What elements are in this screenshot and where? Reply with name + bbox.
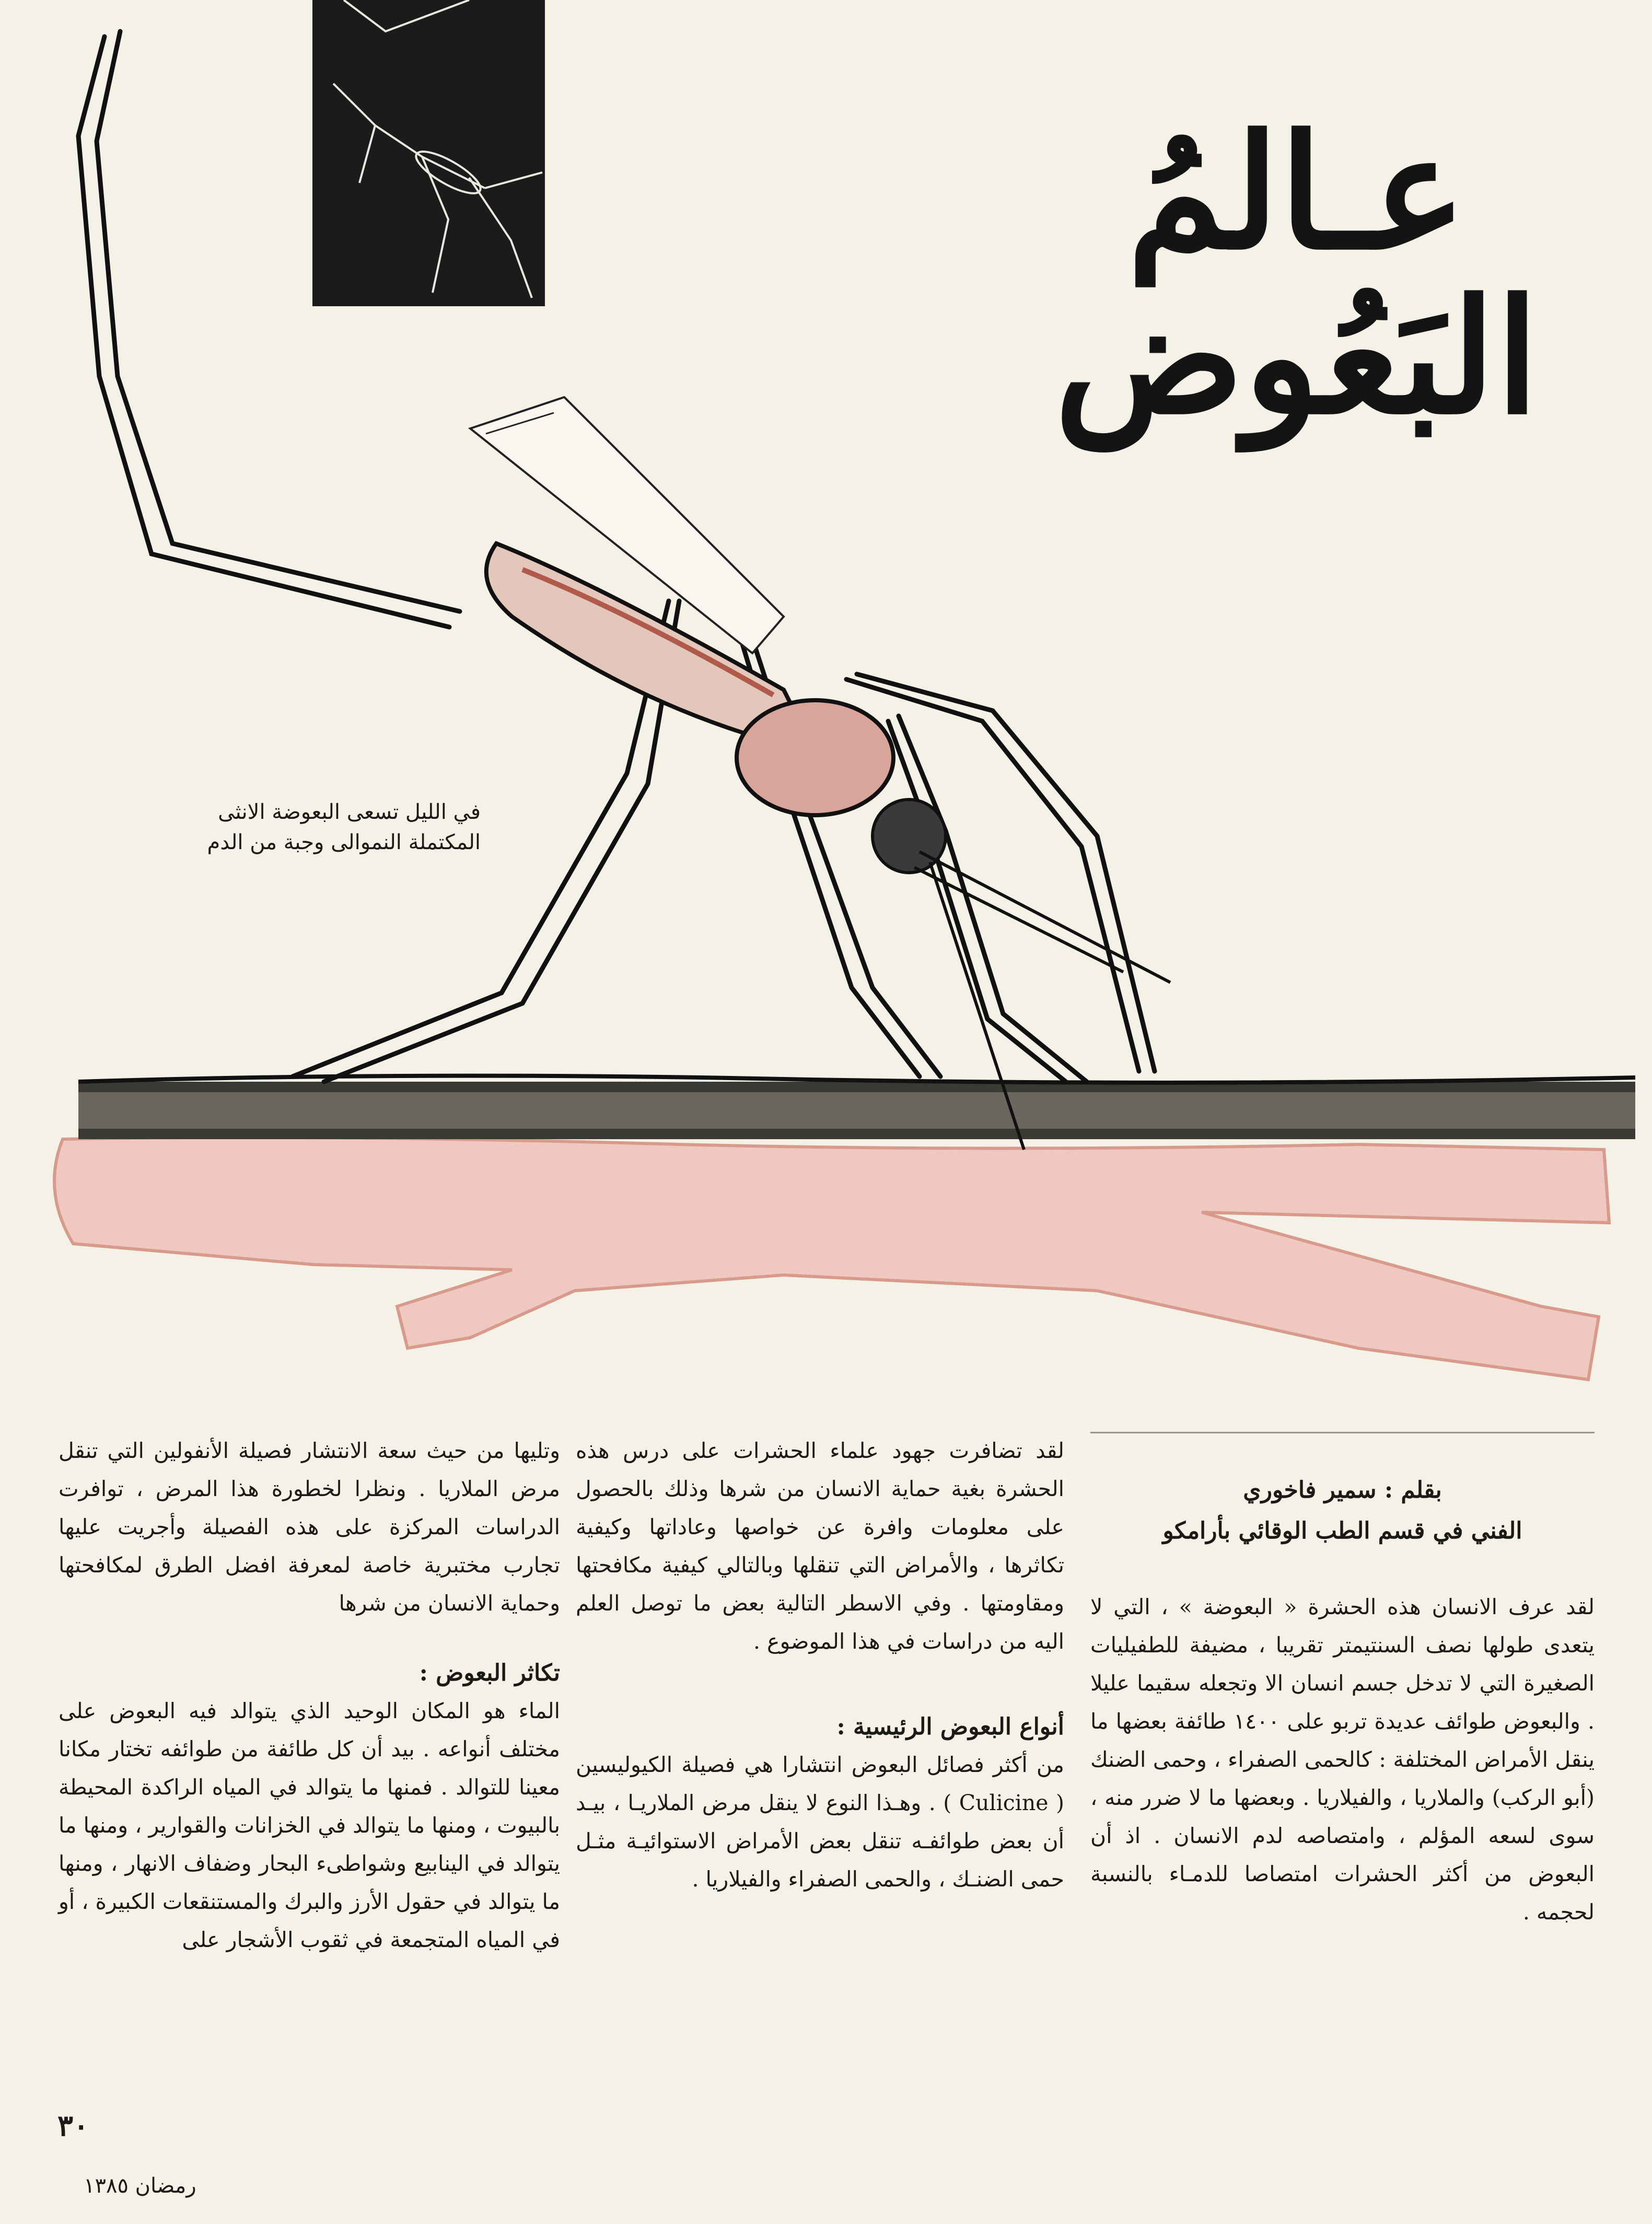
intro-paragraph: لقد عرف الانسان هذه الحشرة « البعوضة » ، التي لا يتعدى طولها نصف السنتيمتر تقريبا ، مضيفة للطفيليات الصغيرة التي لا تدخل جسم انسان الا وتجعله سقيما عليلا . والبعوض طوائف عديدة تربو على ١٤٠٠ طائفة بعضها ما ينقل الأمراض المختلفة : كالحمى الصفراء ، وحمى الضنك (أبو الركب) والملاريا ، والفيلاريا . وبعضها ما لا ضرر منه ، سوى لسعه المؤلم ، وامتصاصه لدم الانسان . اذ أن البعوض من أكثر الحشرات امتصاصا للدمـاء بالنسبة لحجمه . (1090, 1594, 1595, 1925)
blood-vessel (54, 1138, 1609, 1380)
column-left (59, 1432, 560, 1959)
page-number: ٣٠ (57, 2109, 89, 2143)
column-right (1090, 1432, 1595, 1931)
section-heading-breeding: تكاثر البعوض : (419, 1660, 560, 1686)
illustration-caption (157, 797, 481, 858)
byline-role: الفني في قسم الطب الوقائي بأرامكو (1162, 1518, 1522, 1544)
body-paragraph: وتليها من حيث سعة الانتشار فصيلة الأنفولين التي تنقل مرض الملاريا . ونظرا لخطورة هذا المرض ، توافرت الدراسات المركزة على هذه الفصيلة وأجريت عليها تجارب مختبرية خاصة لمعرفة افضل الطرق لمكافحتها وحماية الانسان من شرها (59, 1438, 560, 1616)
inset-photo (312, 0, 545, 306)
mosquito-legs (78, 31, 1155, 1082)
body-paragraph: لقد تضافرت جهود علماء الحشرات على درس هذه الحشرة بغية حماية الانسان من شرها وذلك بالحصول على معلومات وافرة عن خواصها وعاداتها وكيفية تكاثرها ، والأمراض التي تنقلها وبالتالي كيفية مكافحتها ومقاومتها . وفي الاسطر التالية بعض ما توصل العلم اليه من دراسات في هذا الموضوع . (576, 1438, 1064, 1654)
byline-rule (1090, 1432, 1595, 1433)
section-heading-types: أنواع البعوض الرئيسية : (836, 1713, 1064, 1740)
caption-line-2: المكتملة النموالى وجبة من الدم (207, 830, 481, 854)
body-paragraph: من أكثر فصائل البعوض انتشارا هي فصيلة الكيوليسين ( Culicine ) . وهـذا النوع لا ينقل مرض الملاريـا ، بيـد أن بعض طوائفـه تنقل بعض الأمراض الاستوائيـة مثـل حمى الضنـك ، والحمى الصفراء والفيلاريا . (576, 1752, 1064, 1892)
issue-date: رمضان ١٣٨٥ (84, 2174, 196, 2198)
byline-author: بقلم : سمير فاخوري (1243, 1477, 1442, 1503)
column-middle (576, 1432, 1064, 1898)
caption-line-1: في الليل تسعى البعوضة الانثى (218, 800, 481, 824)
inset-mosquito-drawing (312, 0, 545, 306)
title-line-2: البَعُوض (1054, 264, 1539, 449)
body-paragraph: الماء هو المكان الوحيد الذي يتوالد فيه البعوض على مختلف أنواعه . بيد أن كل طائفة من طوائفه تختار مكانا معينا للتوالد . فمنها ما يتوالد في المياه الراكدة المحيطة بالبيوت ، ومنها ما يتوالد في الخزانات والقوارير ، ومنها ما يتوالد في الينابيع وشواطىء البحار وضفاف الانهار ، ومنها ما يتوالد في حقول الأرز والبرك والمستنقعات الكبيرة ، أو في المياه المتجمعة في ثقوب الأشجار على (59, 1698, 561, 1952)
skin-layer (78, 1076, 1635, 1139)
article-title (999, 100, 1595, 580)
title-line-1: عـالمُ (1127, 100, 1467, 284)
